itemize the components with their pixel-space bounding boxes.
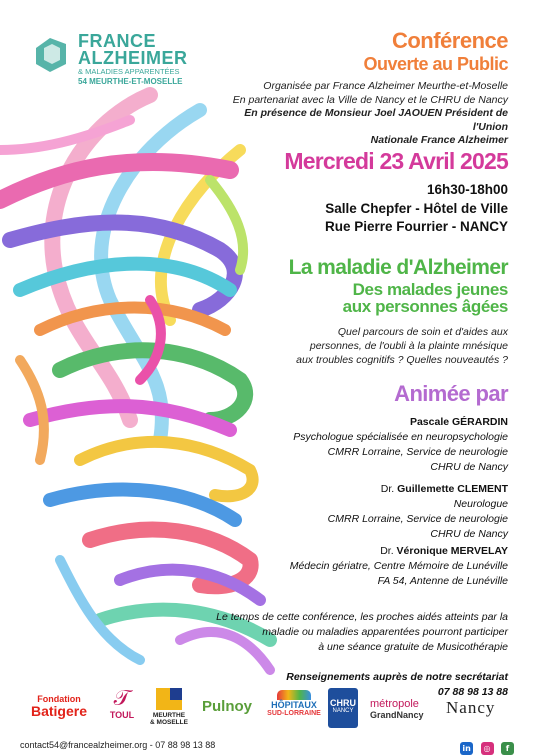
subject-line-1: Des malades jeunes bbox=[352, 280, 508, 299]
logo-line-3: & MALADIES APPARENTÉES bbox=[78, 67, 180, 76]
speaker-name bbox=[218, 544, 508, 559]
logo-line-1: FRANCE bbox=[78, 31, 156, 51]
speaker-org: CMRR Lorraine, Service de neurologie bbox=[327, 446, 508, 458]
question-line-2: personnes, de l'oubli à la plainte mnésique bbox=[309, 340, 508, 352]
question-line-3: aux troubles cognitifs ? Quelles nouveautés ? bbox=[296, 354, 508, 366]
hopitaux-label: HÔPITAUX bbox=[271, 700, 317, 710]
event-date: Mercredi 23 Avril 2025 bbox=[284, 148, 508, 174]
footer-contact: contact54@francealzheimer.org - 07 88 98 13 88 bbox=[20, 740, 216, 750]
linkedin-icon[interactable]: in bbox=[460, 742, 473, 755]
chru-label: CHRU bbox=[330, 698, 356, 708]
nancy-label: Nancy bbox=[446, 698, 496, 717]
hopitaux-arc-icon bbox=[277, 690, 311, 700]
speaker-name bbox=[218, 482, 508, 497]
partner-logos bbox=[28, 688, 518, 734]
fondation-label: Fondation bbox=[37, 694, 81, 704]
toul-label: TOUL bbox=[109, 710, 135, 720]
musicotherapy-note bbox=[148, 610, 508, 655]
department-shape-icon bbox=[156, 688, 182, 710]
instagram-icon[interactable]: ◎ bbox=[481, 742, 494, 755]
pulnoy-logo bbox=[202, 688, 252, 728]
fondation-batigere-logo bbox=[28, 688, 90, 728]
facebook-icon[interactable]: f bbox=[501, 742, 514, 755]
contact-phone: 07 88 98 13 88 bbox=[437, 686, 508, 698]
event-location-2: Rue Pierre Fourrier - NANCY bbox=[324, 219, 508, 234]
speaker-fullname: Guillemette CLEMENT bbox=[397, 483, 508, 495]
speaker-2 bbox=[218, 482, 508, 542]
meurthe-label: MEURTHE & MOSELLE bbox=[150, 712, 188, 726]
organiser-line-2: En partenariat avec la Ville de Nancy et le CHRU de Nancy bbox=[232, 93, 508, 106]
speaker-prefix: Dr. bbox=[380, 545, 397, 557]
speaker-fullname: Véronique MERVELAY bbox=[396, 545, 508, 557]
chru-nancy-label: NANCY bbox=[332, 708, 354, 714]
conference-title: Conférence bbox=[391, 28, 508, 53]
speaker-name bbox=[218, 415, 508, 430]
speaker-hospital: CHRU de Nancy bbox=[430, 461, 508, 473]
event-location-1: Salle Chepfer - Hôtel de Ville bbox=[325, 201, 508, 216]
speaker-role: Médecin gériatre, Centre Mémoire de Lunéville bbox=[289, 560, 508, 572]
toul-logo bbox=[102, 688, 142, 728]
batigere-label: Batigere bbox=[30, 703, 88, 719]
logo-line-2: ALZHEIMER bbox=[78, 48, 188, 68]
speaker-org: FA 54, Antenne de Lunéville bbox=[377, 575, 508, 587]
grand-nancy-label: GrandNancy bbox=[370, 710, 424, 720]
speaker-prefix: Dr. bbox=[380, 483, 398, 495]
subject-line-2: aux personnes âgées bbox=[342, 297, 508, 316]
speaker-role: Psychologue spécialisée en neuropsychologie bbox=[293, 431, 508, 443]
metropole-label: métropole bbox=[370, 698, 419, 710]
nancy-logo bbox=[446, 688, 506, 728]
note-line-2: maladie ou maladies apparentées pourront participer bbox=[262, 626, 508, 638]
logo-line-4: 54 MEURTHE-ET-MOSELLE bbox=[78, 77, 183, 86]
speaker-org: CMRR Lorraine, Service de neurologie bbox=[327, 513, 508, 525]
conference-subtitle: Ouverte au Public bbox=[363, 54, 508, 74]
speaker-3 bbox=[218, 544, 508, 589]
organiser-line-4: Nationale France Alzheimer bbox=[370, 134, 508, 146]
speaker-hospital: CHRU de Nancy bbox=[430, 528, 508, 540]
metropole-grand-nancy-logo bbox=[370, 688, 440, 728]
pulnoy-label: Pulnoy bbox=[202, 698, 253, 715]
subject-question bbox=[268, 325, 508, 367]
france-alzheimer-logo bbox=[30, 32, 230, 92]
speaker-1 bbox=[218, 415, 508, 475]
organisers-block bbox=[208, 80, 508, 148]
organiser-line-1: Organisée par France Alzheimer Meurthe-et-Moselle bbox=[263, 80, 508, 92]
toul-mark-icon: 𝒯 bbox=[113, 686, 131, 711]
animation-heading: Animée par bbox=[394, 381, 508, 406]
meurthe-moselle-logo bbox=[150, 688, 188, 728]
sud-lorraine-label: SUD-LORRAINE bbox=[267, 710, 321, 717]
chru-nancy-logo bbox=[328, 688, 358, 728]
social-icons bbox=[457, 738, 514, 752]
subject-title: La maladie d'Alzheimer bbox=[288, 256, 508, 279]
note-line-3: à une séance gratuite de Musicothérapie bbox=[318, 641, 508, 653]
hopitaux-sud-lorraine-logo bbox=[264, 688, 324, 728]
note-line-1: Le temps de cette conférence, les proches aidés atteints par la bbox=[216, 611, 508, 623]
contact-heading: Renseignements auprès de notre secrétariat bbox=[286, 671, 508, 683]
speaker-role: Neurologue bbox=[453, 498, 508, 510]
speaker-fullname: Pascale GÉRARDIN bbox=[409, 416, 508, 428]
event-time: 16h30-18h00 bbox=[426, 182, 508, 197]
organiser-line-3: En présence de Monsieur Joel JAOUEN Président de l'Union bbox=[244, 107, 508, 133]
question-line-1: Quel parcours de soin et d'aides aux bbox=[337, 326, 508, 338]
logo-leaf-icon bbox=[30, 34, 72, 76]
